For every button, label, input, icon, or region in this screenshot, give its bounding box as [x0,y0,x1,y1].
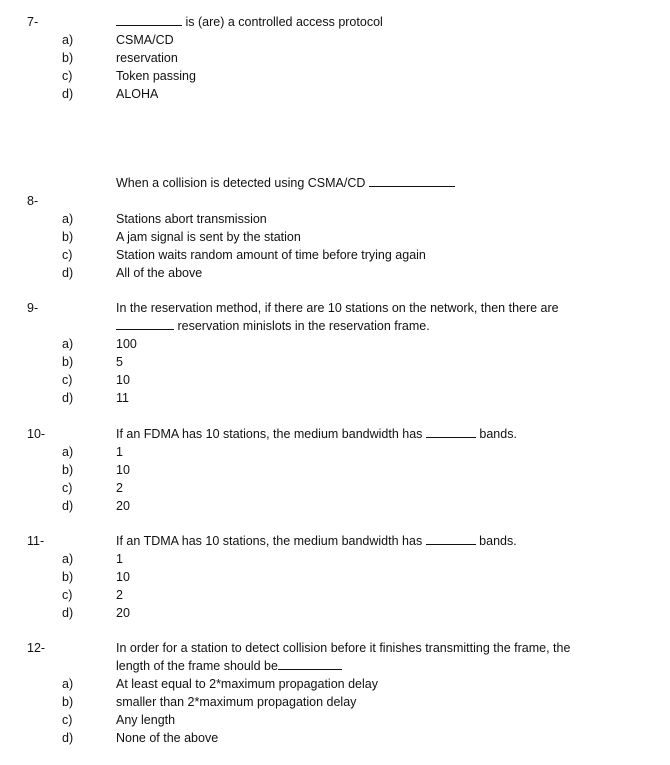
question-9-stem [116,299,636,335]
option-text: smaller than 2*maximum propagation delay [116,695,357,709]
question-9-stem-line-2 [116,317,636,335]
option-text: 20 [116,606,130,620]
answer-blank [426,532,476,545]
option-text: 2 [116,588,123,602]
question-11-stem [116,532,636,550]
option-letter: d) [62,606,74,620]
option-text: Station waits random amount of time before trying again [116,248,426,262]
option-text: Stations abort transmission [116,212,267,226]
question-7-stem [116,13,636,31]
option-letter: d) [62,266,74,280]
option-letter: a) [62,337,74,351]
option-letter: d) [62,87,74,101]
option-text: Any length [116,713,176,727]
option-text: 10 [116,463,130,477]
question-11-stem-after: bands. [479,534,517,548]
option-text: At least equal to 2*maximum propagation delay [116,677,378,691]
question-12-stem-line-2 [116,657,636,675]
option-letter: a) [62,677,74,691]
question-12-number: 12- [27,641,46,655]
option-text: All of the above [116,266,203,280]
option-text: 5 [116,355,123,369]
option-letter: c) [62,588,73,602]
option-letter: b) [62,570,74,584]
option-letter: b) [62,463,74,477]
question-8-number: 8- [27,194,39,208]
option-text: ALOHA [116,87,159,101]
option-text: None of the above [116,731,219,745]
answer-blank [278,657,342,670]
option-text: 10 [116,373,130,387]
question-12-stem-line-2-text: length of the frame should be [116,659,278,673]
question-11-stem-before: If an TDMA has 10 stations, the medium bandwidth has [116,534,423,548]
answer-blank [116,317,174,330]
option-letter: a) [62,552,74,566]
option-letter: a) [62,445,74,459]
option-letter: a) [62,212,74,226]
option-text: reservation [116,51,178,65]
option-letter: d) [62,731,74,745]
question-9-number: 9- [27,301,39,315]
question-11-number: 11- [27,534,45,548]
question-10-stem-after: bands. [479,427,517,441]
option-text: 20 [116,499,130,513]
option-letter: b) [62,230,74,244]
option-text: A jam signal is sent by the station [116,230,301,244]
option-letter: c) [62,373,73,387]
option-text: 1 [116,445,123,459]
answer-blank [426,425,476,438]
question-7-number: 7- [27,15,39,29]
option-letter: b) [62,51,74,65]
option-text: 100 [116,337,137,351]
question-10-stem [116,425,636,443]
question-9-stem-line-1: In the reservation method, if there are 10 stations on the network, then there are [116,301,559,315]
option-text: Token passing [116,69,196,83]
question-10-stem-before: If an FDMA has 10 stations, the medium bandwidth has [116,427,423,441]
option-letter: d) [62,499,74,513]
option-letter: b) [62,695,74,709]
option-text: 11 [116,391,129,405]
option-letter: b) [62,355,74,369]
option-letter: c) [62,69,73,83]
option-letter: c) [62,481,73,495]
question-8-stem-text: When a collision is detected using CSMA/CD [116,176,366,190]
option-letter: c) [62,248,73,262]
option-letter: a) [62,33,74,47]
option-letter: d) [62,391,74,405]
answer-blank [369,174,455,187]
question-9-stem-line-2-text: reservation minislots in the reservation frame. [177,319,430,333]
question-8-stem [116,174,636,192]
option-text: 1 [116,552,123,566]
answer-blank [116,13,182,26]
option-text: 10 [116,570,130,584]
option-text: 2 [116,481,123,495]
option-letter: c) [62,713,73,727]
question-12-stem-line-1: In order for a station to detect collision before it finishes transmitting the frame, the [116,641,571,655]
question-10-number: 10- [27,427,46,441]
option-text: CSMA/CD [116,33,174,47]
question-7-stem-text: is (are) a controlled access protocol [185,15,383,29]
question-12-stem [116,639,636,675]
